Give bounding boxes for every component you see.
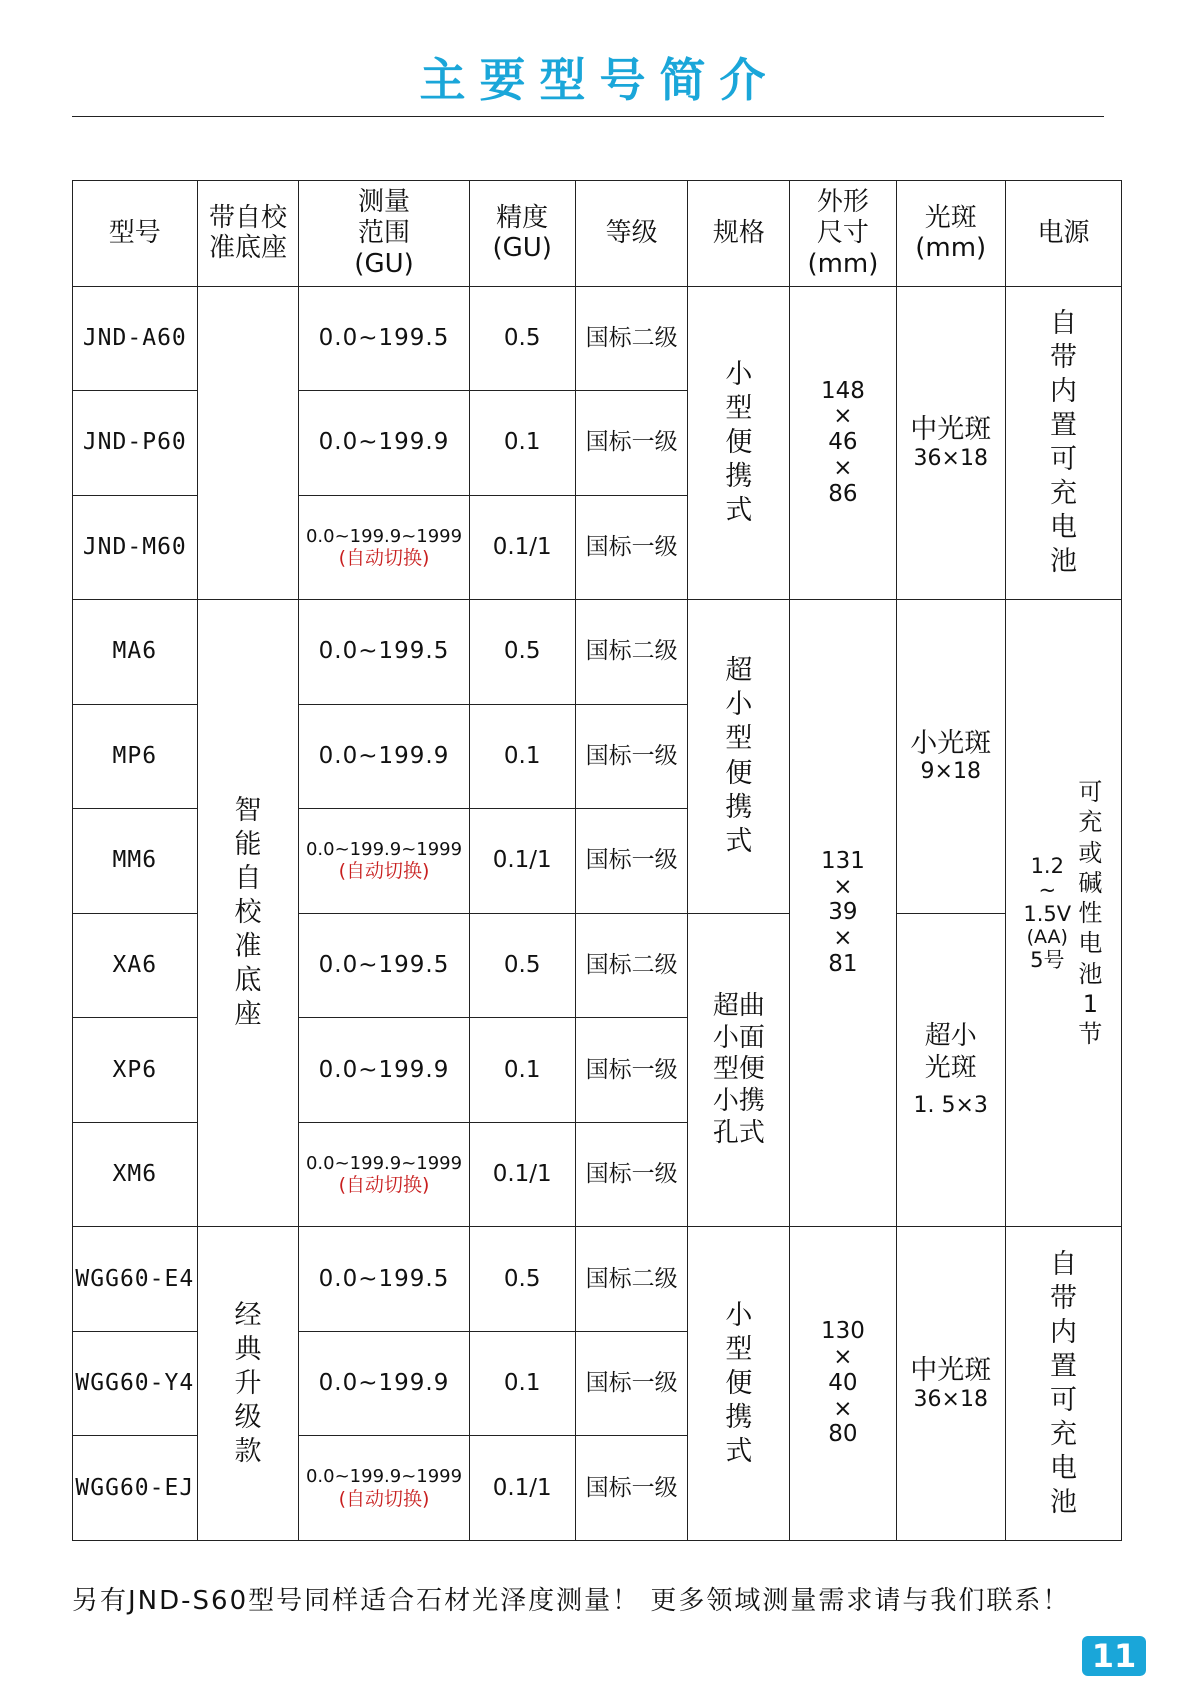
range-cell: 0.0~199.5: [299, 913, 469, 1018]
range-cell: 0.0~199.9~1999 (自动切换): [299, 1436, 469, 1541]
spot-cell: 超小光斑 1. 5×3: [896, 913, 1005, 1227]
header-spot: 光斑 (mm): [896, 181, 1005, 287]
range-cell: 0.0~199.5: [299, 286, 469, 391]
precision-cell: 0.1/1: [469, 809, 575, 914]
precision-cell: 0.1: [469, 704, 575, 809]
range-cell: 0.0~199.9~1999 (自动切换): [299, 495, 469, 600]
grade-cell: 国标一级: [575, 809, 688, 914]
table-row: [73, 600, 1122, 705]
range-cell: 0.0~199.9~1999 (自动切换): [299, 1122, 469, 1227]
base-cell: 智能自校准底座: [197, 600, 299, 1227]
grade-cell: 国标一级: [575, 1436, 688, 1541]
model-cell: JND-P60: [73, 391, 198, 496]
header-dimensions: 外形 尺寸 (mm): [790, 181, 896, 287]
spot-cell: 中光斑 36×18: [896, 286, 1005, 600]
precision-cell: 0.5: [469, 1227, 575, 1332]
grade-cell: 国标一级: [575, 704, 688, 809]
precision-cell: 0.1/1: [469, 1436, 575, 1541]
model-cell: JND-A60: [73, 286, 198, 391]
model-cell: XM6: [73, 1122, 198, 1227]
grade-cell: 国标二级: [575, 1227, 688, 1332]
precision-cell: 0.5: [469, 913, 575, 1018]
range-cell: 0.0~199.9: [299, 391, 469, 496]
power-cell: 自带内置可充电池: [1005, 286, 1121, 600]
range-cell: 0.0~199.9: [299, 704, 469, 809]
spec-cell: 超小型便携式: [688, 600, 790, 914]
header-base: 带自校 准底座: [197, 181, 299, 287]
model-cell: WGG60-Y4: [73, 1331, 198, 1436]
table-row: [73, 286, 1122, 391]
grade-cell: 国标二级: [575, 913, 688, 1018]
spec-cell: 小型便携式: [688, 1227, 790, 1541]
precision-cell: 0.1/1: [469, 1122, 575, 1227]
grade-cell: 国标一级: [575, 1018, 688, 1123]
header-power: 电源: [1005, 181, 1121, 287]
base-cell: 经典升级款: [197, 1227, 299, 1541]
footer-note: 另有JND-S60型号同样适合石材光泽度测量！ 更多领域测量需求请与我们联系！: [72, 1586, 1071, 1616]
dimensions-cell: 148 × 46 × 86: [790, 286, 896, 600]
dimensions-cell: 131 × 39 × 81: [790, 600, 896, 1227]
spec-cell: 小型便携式: [688, 286, 790, 600]
grade-cell: 国标二级: [575, 600, 688, 705]
range-cell: 0.0~199.9: [299, 1331, 469, 1436]
model-cell: XP6: [73, 1018, 198, 1123]
precision-cell: 0.1: [469, 1331, 575, 1436]
header-model: 型号: [73, 181, 198, 287]
header-range: 测量 范围 (GU): [299, 181, 469, 287]
spec-cell: 超曲小面型便小携孔式: [688, 913, 790, 1227]
precision-cell: 0.5: [469, 600, 575, 705]
header-row: [73, 181, 1122, 287]
model-cell: MP6: [73, 704, 198, 809]
model-spec-table: [72, 180, 1122, 1541]
model-cell: WGG60-E4: [73, 1227, 198, 1332]
power-cell: 自带内置可充电池: [1005, 1227, 1121, 1541]
grade-cell: 国标一级: [575, 1122, 688, 1227]
grade-cell: 国标一级: [575, 1331, 688, 1436]
page-title: 主要型号简介: [419, 53, 780, 107]
spot-cell: 小光斑 9×18: [896, 600, 1005, 914]
header-grade: 等级: [575, 181, 688, 287]
model-cell: WGG60-EJ: [73, 1436, 198, 1541]
model-cell: MM6: [73, 809, 198, 914]
model-cell: MA6: [73, 600, 198, 705]
header-precision: 精度 (GU): [469, 181, 575, 287]
range-cell: 0.0~199.5: [299, 1227, 469, 1332]
power-cell: 1.2 ~ 1.5V (AA) 5号 可充或碱性电池1节: [1005, 600, 1121, 1227]
precision-cell: 0.1: [469, 1018, 575, 1123]
table-row: [73, 1227, 1122, 1332]
grade-cell: 国标一级: [575, 495, 688, 600]
range-cell: 0.0~199.9: [299, 1018, 469, 1123]
base-cell: [197, 286, 299, 600]
title-divider: [72, 116, 1104, 117]
header-spec: 规格: [688, 181, 790, 287]
spot-cell: 中光斑 36×18: [896, 1227, 1005, 1541]
precision-cell: 0.1/1: [469, 495, 575, 600]
model-cell: XA6: [73, 913, 198, 1018]
precision-cell: 0.1: [469, 391, 575, 496]
model-cell: JND-M60: [73, 495, 198, 600]
range-cell: 0.0~199.9~1999 (自动切换): [299, 809, 469, 914]
range-cell: 0.0~199.5: [299, 600, 469, 705]
precision-cell: 0.5: [469, 286, 575, 391]
grade-cell: 国标二级: [575, 286, 688, 391]
page-number-badge: 11: [1082, 1636, 1146, 1676]
dimensions-cell: 130 × 40 × 80: [790, 1227, 896, 1541]
grade-cell: 国标一级: [575, 391, 688, 496]
